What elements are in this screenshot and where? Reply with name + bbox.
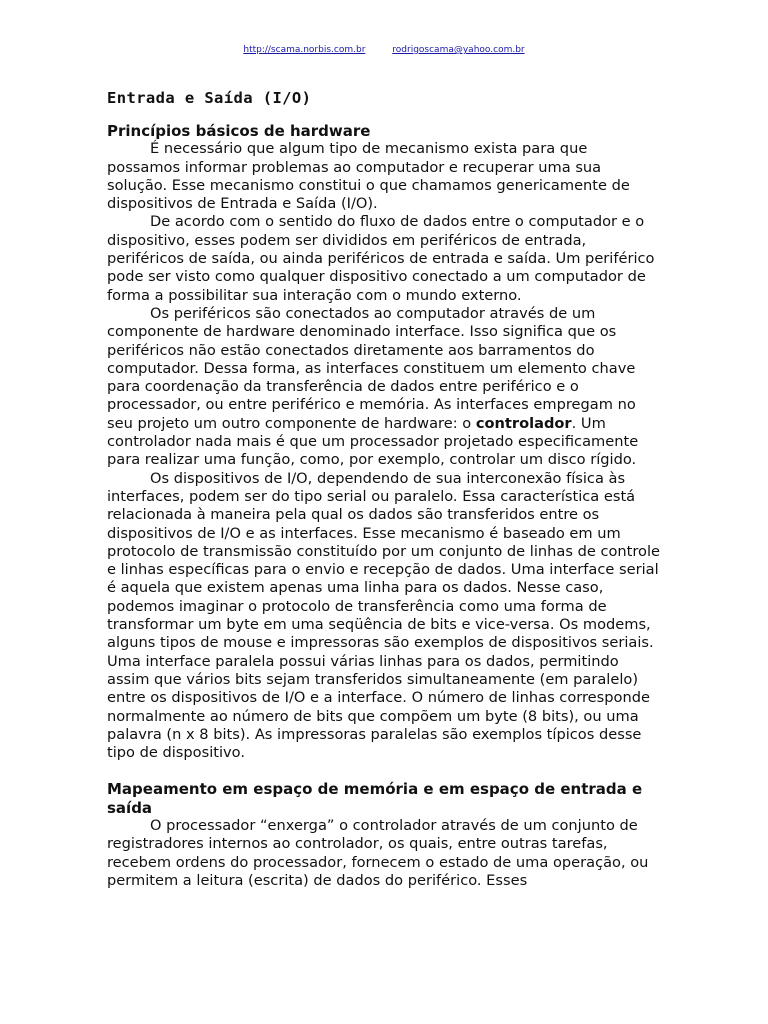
- section-memory-mapping: [107, 780, 663, 890]
- paragraph: É necessário que algum tipo de mecanismo exista para que possamos informar problemas ao computador e recuperar uma sua solução. Esse mecanismo constitui o que chamamos genericamente de dispositivos de Entrada e Saída (I/O).: [107, 140, 630, 213]
- email-link[interactable]: rodrigoscama@yahoo.com.br: [392, 45, 525, 55]
- paragraph: [107, 305, 663, 470]
- document-body: [107, 88, 663, 890]
- section-heading: Mapeamento em espaço de memória e em espaço de entrada e saída: [107, 780, 643, 817]
- bold-term: controlador: [475, 414, 572, 432]
- paragraph: O processador “enxerga” o controlador através de um conjunto de registradores internos ao controlador, os quais, entre outras tarefas, recebem ordens do processador, fornecem o estado de uma operação, ou permitem a leitura (escrita) de dados do periférico. Esses: [107, 816, 649, 889]
- page-header: [0, 44, 768, 56]
- paragraph: Os dispositivos de I/O, dependendo de sua interconexão física às interfaces, podem ser do tipo serial ou paralelo. Essa característica está relacionada à maneira pela qual os dados são transferidos entre os dispositivos de I/O e as interfaces. Esse mecanismo é baseado em um protocolo de transmissão constituído por um conjunto de linhas de controle e linhas específicas para o envio e recepção de dados. Uma interface serial é aquela que existem apenas uma linha para os dados. Nesse caso, podemos imaginar o protocolo de transferência como uma forma de transformar um byte em uma seqüência de bits e vice-versa. Os modems, alguns tipos de mouse e impressoras são exemplos de dispositivos seriais. Uma interface paralela possui várias linhas para os dados, permitindo assim que vários bits sejam transferidos simultaneamente (em paralelo) entre os dispositivos de I/O e a interface. O número de linhas corresponde normalmente ao número de bits que compõem um byte (8 bits), ou uma palavra (n x 8 bits). As impressoras paralelas são exemplos típicos desse tipo de dispositivo.: [107, 469, 661, 762]
- paragraph: De acordo com o sentido do fluxo de dados entre o computador e o dispositivo, esses podem ser divididos em periféricos de entrada, periféricos de saída, ou ainda periféricos de entrada e saída. Um periférico pode ser visto como qualquer dispositivo conectado a um computador de forma a possibilitar sua interação com o mundo externo.: [107, 213, 655, 304]
- section-heading: Princípios básicos de hardware: [107, 122, 371, 140]
- paragraph-text: . Um controlador nada mais é que um processador projetado especificamente para realizar uma função, como, por exemplo, controlar um disco rígido.: [107, 414, 639, 469]
- section-hardware-basics: [107, 122, 663, 762]
- document-title: Entrada e Saída (I/O): [107, 89, 312, 107]
- site-link[interactable]: http://scama.norbis.com.br: [243, 45, 366, 55]
- paragraph-text: Os periféricos são conectados ao computador através de um componente de hardware denominado interface. Isso significa que os periféricos não estão conectados diretamente aos barramentos do computador. Dessa forma, as interfaces constituem um elemento chave para coordenação da transferência de dados entre periférico e o processador, ou entre periférico e memória. As interfaces empregam no seu projeto um outro componente de hardware: o: [107, 304, 636, 432]
